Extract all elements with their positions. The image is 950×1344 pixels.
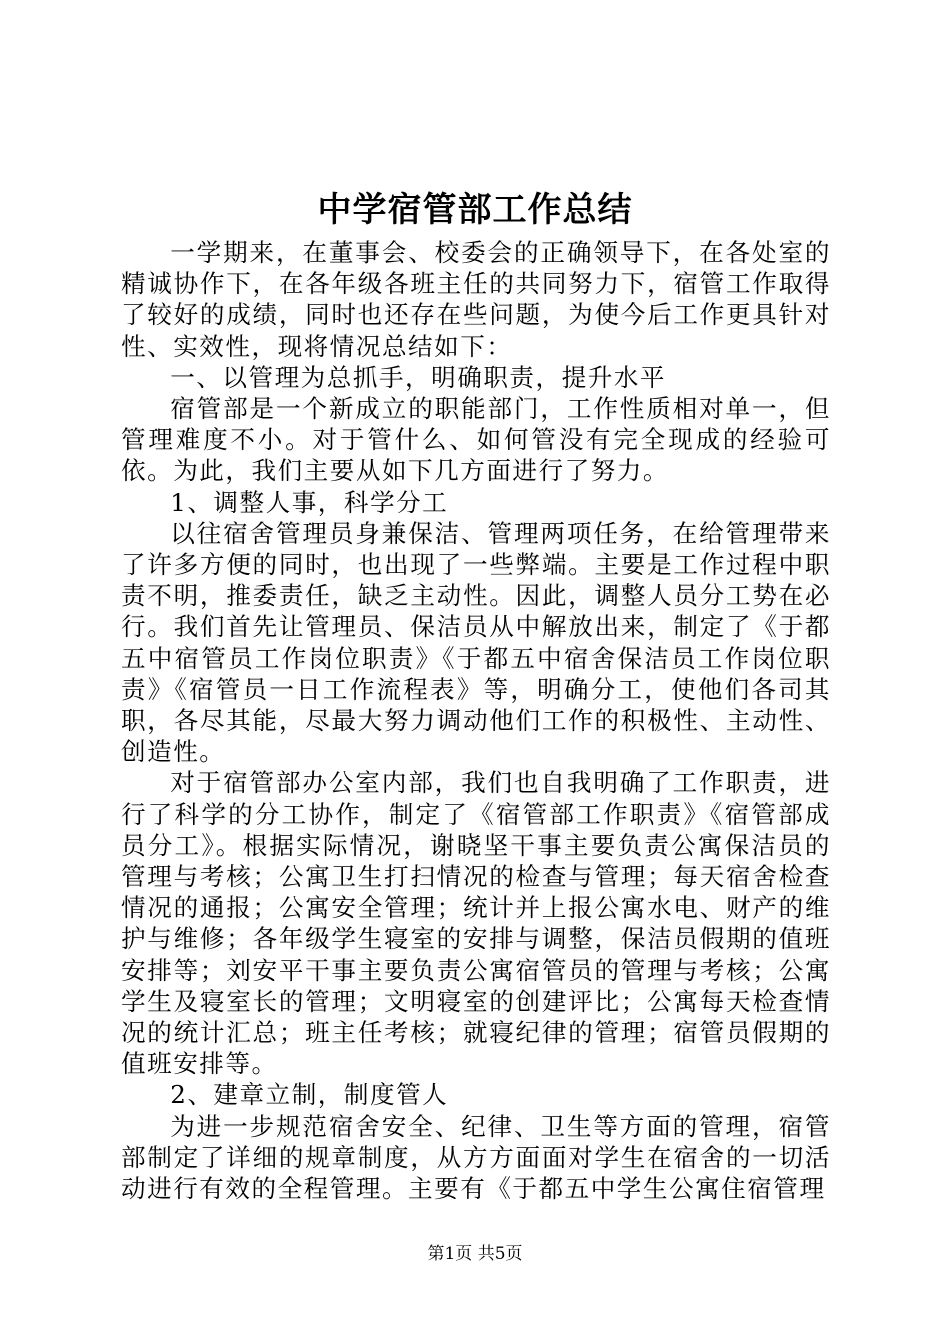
paragraph-intro: 一学期来，在董事会、校委会的正确领导下，在各处室的精诚协作下，在各年级各班主任的共同努力下，宿管工作取得了较好的成绩，同时也还存在些问题，为使今后工作更具针对性、实效性，现将情况总结如下： [121, 238, 831, 361]
page-footer: 第1页 共5页 [427, 1244, 523, 1264]
paragraph: 以往宿舍管理员身兼保洁、管理两项任务，在给管理带来了许多方便的同时，也出现了一些弊端。主要是工作过程中职责不明，推委责任，缺乏主动性。因此，调整人员分工势在必行。我们首先让管理员、保洁员从中解放出来，制定了《于都五中宿管员工作岗位职责》《于都五中宿舍保洁员工作岗位职责》《宿管员一日工作流程表》等，明确分工，使他们各司其职，各尽其能，尽最大努力调动他们工作的积极性、主动性、创造性。 [121, 518, 831, 767]
paragraph: 为进一步规范宿舍安全、纪律、卫生等方面的管理，宿管部制定了详细的规章制度，从方方面面对学生在宿舍的一切活动进行有效的全程管理。主要有《于都五中学生公寓住宿管理 [121, 1111, 831, 1204]
document-title: 中学宿管部工作总结 [317, 190, 633, 230]
paragraph: 对于宿管部办公室内部，我们也自我明确了工作职责，进行了科学的分工协作，制定了《宿管部工作职责》《宿管部成员分工》。根据实际情况，谢晓坚干事主要负责公寓保洁员的管理与考核；公寓卫生打扫情况的检查与管理；每天宿舍检查情况的通报；公寓安全管理；统计并上报公寓水电、财产的维护与维修；各年级学生寝室的安排与调整，保洁员假期的值班安排等；刘安平干事主要负责公寓宿管员的管理与考核；公寓学生及寝室长的管理；文明寝室的创建评比；公寓每天检查情况的统计汇总；班主任考核；就寝纪律的管理；宿管员假期的值班安排等。 [121, 768, 831, 1079]
subsection-heading-2: 2、建章立制，制度管人 [170, 1080, 449, 1110]
paragraph: 宿管部是一个新成立的职能部门，工作性质相对单一，但管理难度不小。对于管什么、如何管没有完全现成的经验可依。为此，我们主要从如下几方面进行了努力。 [121, 394, 831, 486]
subsection-heading-1: 1、调整人事，科学分工 [170, 487, 449, 517]
section-heading-1: 一、以管理为总抓手，明确职责，提升水平 [170, 362, 666, 392]
document-body [121, 237, 831, 1204]
